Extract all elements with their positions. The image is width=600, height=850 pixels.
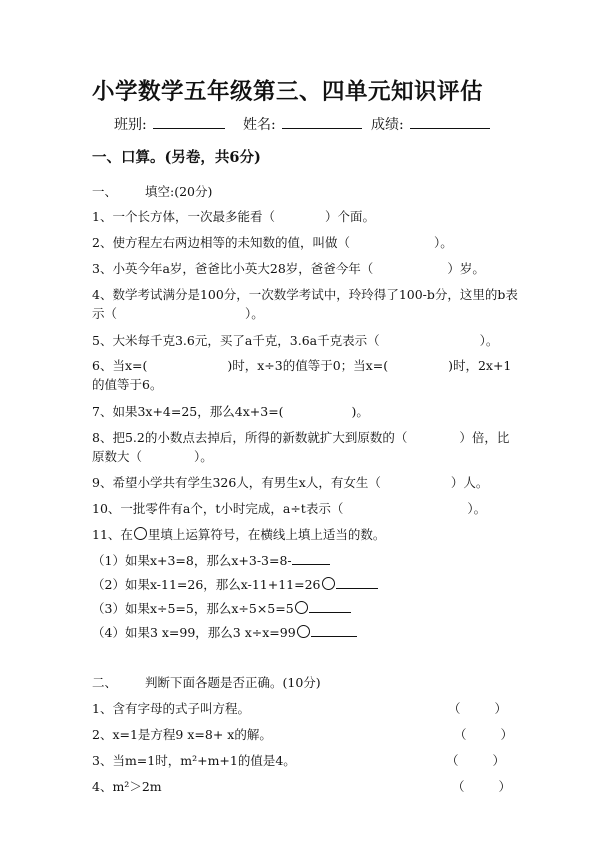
fill-item-7 bbox=[92, 402, 369, 420]
question-text: 3、小英今年a岁，爸爸比小英大28岁，爸爸今年（ bbox=[92, 261, 374, 276]
fill-subitem-2 bbox=[92, 575, 378, 593]
question-text: 6、当x=( bbox=[92, 358, 148, 373]
judge-answer-2[interactable] bbox=[454, 725, 513, 743]
fill-subitem-4 bbox=[92, 623, 357, 641]
paren-right: ） bbox=[494, 701, 508, 716]
section-title: 判断下面各题是否正确。(10分) bbox=[145, 675, 321, 690]
fill-subitem-1 bbox=[92, 551, 330, 569]
question-text: 8、把5.2的小数点去掉后，所得的新数就扩大到原数的（ bbox=[92, 430, 408, 445]
question-text: 的值等于6。 bbox=[92, 377, 163, 392]
question-text: ）。 bbox=[467, 501, 487, 516]
fill-subitem-3 bbox=[92, 599, 351, 617]
score-field bbox=[371, 114, 404, 134]
operator-circle[interactable] bbox=[322, 577, 335, 590]
paren-left: （ bbox=[452, 779, 465, 794]
question-text: （1）如果x+3=8，那么x+3-3=8- bbox=[92, 553, 292, 568]
paren-right: ） bbox=[500, 727, 514, 742]
question-text: ）。 bbox=[194, 449, 213, 464]
question-text: ）。 bbox=[479, 333, 499, 348]
fill-item-6-cont bbox=[92, 375, 162, 393]
paren-right: ） bbox=[492, 753, 506, 768]
judge-answer-4[interactable] bbox=[452, 777, 511, 795]
answer-underline[interactable] bbox=[309, 601, 351, 613]
score-label: 成绩: bbox=[371, 117, 404, 133]
question-text: )。 bbox=[351, 404, 369, 419]
fill-item-6 bbox=[92, 356, 511, 374]
section-oral-heading: 一、口算。(另卷，共6分) bbox=[92, 149, 261, 166]
name-label: 姓名: bbox=[243, 117, 276, 133]
answer-underline[interactable] bbox=[292, 553, 330, 565]
question-text: ）。 bbox=[245, 306, 264, 321]
fill-item-3 bbox=[92, 259, 485, 277]
judge-answer-3[interactable] bbox=[446, 751, 505, 769]
section-title: 填空:(20分) bbox=[145, 184, 213, 199]
paren-left: （ bbox=[448, 701, 461, 716]
fill-item-9 bbox=[92, 473, 488, 491]
name-blank[interactable] bbox=[282, 114, 362, 129]
question-text: ）岁。 bbox=[447, 261, 485, 276]
operator-circle[interactable] bbox=[297, 625, 310, 638]
fill-item-2 bbox=[92, 233, 453, 251]
judge-item-3: 3、当m=1时，m²+m+1的值是4。 bbox=[92, 753, 296, 768]
section-number: 二、 bbox=[92, 675, 118, 690]
paren-left: （ bbox=[446, 753, 459, 768]
fill-item-5 bbox=[92, 331, 498, 349]
question-text: 2、使方程左右两边相等的未知数的值，叫做（ bbox=[92, 235, 350, 250]
paren-right: ） bbox=[498, 779, 512, 794]
fill-item-4 bbox=[92, 285, 518, 303]
class-label: 班别: bbox=[114, 117, 147, 133]
paren-left: （ bbox=[454, 727, 467, 742]
question-text: 4、数学考试满分是100分，一次数学考试中，玲玲得了100-b分，这里的b表 bbox=[92, 287, 518, 302]
answer-underline[interactable] bbox=[311, 625, 357, 637]
judge-item-4: 4、m²＞2m bbox=[92, 779, 162, 794]
judge-item-1: 1、含有字母的式子叫方程。 bbox=[92, 701, 250, 716]
fill-item-11 bbox=[92, 525, 385, 543]
class-blank[interactable] bbox=[153, 114, 225, 129]
section-number: 一、 bbox=[92, 184, 118, 199]
judge-answer-1[interactable] bbox=[448, 699, 507, 717]
question-text: （2）如果x-11=26，那么x-11+11=26 bbox=[92, 577, 321, 592]
question-text: ）个面。 bbox=[324, 209, 375, 224]
question-text: 里填上运算符号，在横线上填上适当的数。 bbox=[147, 527, 386, 542]
fill-item-8 bbox=[92, 428, 509, 446]
answer-underline[interactable] bbox=[336, 577, 378, 589]
question-text: )时，2x+1 bbox=[448, 358, 512, 373]
section-judge-heading bbox=[92, 673, 321, 691]
name-field bbox=[243, 114, 276, 134]
question-text: 原数大（ bbox=[92, 449, 143, 464]
fill-item-4-cont bbox=[92, 304, 264, 322]
question-text: 示（ bbox=[92, 306, 118, 321]
question-text: 1、一个长方体，一次最多能看（ bbox=[92, 209, 275, 224]
question-text: （3）如果x÷5=5，那么x÷5×5=5 bbox=[92, 601, 294, 616]
circle-icon bbox=[134, 527, 147, 540]
question-text: ）倍，比 bbox=[459, 430, 510, 445]
question-text: 11、在 bbox=[92, 527, 133, 542]
question-text: 7、如果3x+4=25，那么4x+3=( bbox=[92, 404, 284, 419]
operator-circle[interactable] bbox=[295, 601, 308, 614]
fill-item-1 bbox=[92, 207, 375, 225]
question-text: 9、希望小学共有学生326人，有男生x人，有女生（ bbox=[92, 475, 381, 490]
section-fill-heading bbox=[92, 182, 212, 200]
question-text: 10、一批零件有a个，t小时完成，a÷t表示（ bbox=[92, 501, 344, 516]
judge-item-2: 2、x=1是方程9 x=8+ x的解。 bbox=[92, 727, 272, 742]
question-text: ）。 bbox=[433, 235, 453, 250]
fill-item-10 bbox=[92, 499, 486, 517]
question-text: 5、大米每千克3.6元，买了a千克，3.6a千克表示（ bbox=[92, 333, 380, 348]
question-text: （4）如果3 x=99，那么3 x÷x=99 bbox=[92, 625, 296, 640]
class-field bbox=[114, 114, 147, 134]
page-title: 小学数学五年级第三、四单元知识评估 bbox=[92, 79, 484, 105]
question-text: )时，x÷3的值等于0；当x=( bbox=[227, 358, 389, 373]
fill-item-8-cont bbox=[92, 447, 213, 465]
score-blank[interactable] bbox=[410, 114, 490, 129]
question-text: ）人。 bbox=[450, 475, 489, 490]
